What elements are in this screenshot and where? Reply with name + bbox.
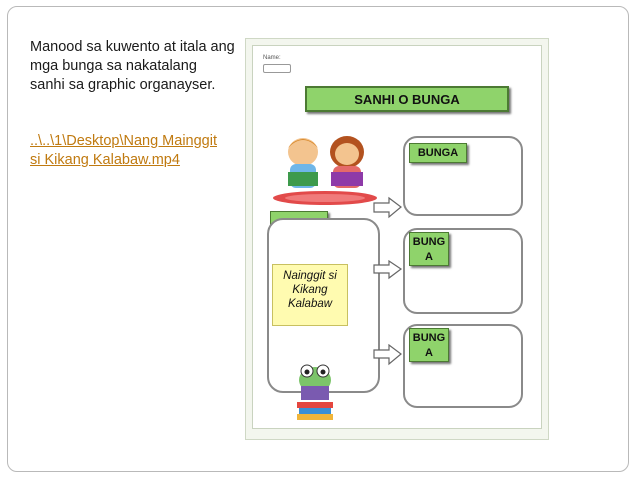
worksheet-page [252,45,542,429]
effect-label-3: BUNG A [409,328,449,362]
worksheet-title: SANHI O BUNGA [305,86,509,112]
video-link[interactable]: ..\..\1\Desktop\Nang Mainggit si Kikang Kalabaw.mp4 [30,133,217,168]
effect-label-1: BUNGA [409,143,467,163]
instruction-text: Manood sa kuwento at itala ang mga bunga sa nakatalang sanhi sa graphic organayser. [30,39,235,93]
children-reading-illustration [273,130,381,206]
name-field [263,64,291,73]
frog-reading-illustration [293,362,337,424]
graphic-organizer-worksheet [245,38,549,440]
arrow-icon [373,196,403,220]
name-label: Name: [263,55,281,61]
arrow-icon [373,344,403,366]
story-title-note: Nainggit si Kikang Kalabaw [272,264,348,326]
arrow-icon [373,260,403,280]
effect-label-2: BUNG A [409,232,449,266]
